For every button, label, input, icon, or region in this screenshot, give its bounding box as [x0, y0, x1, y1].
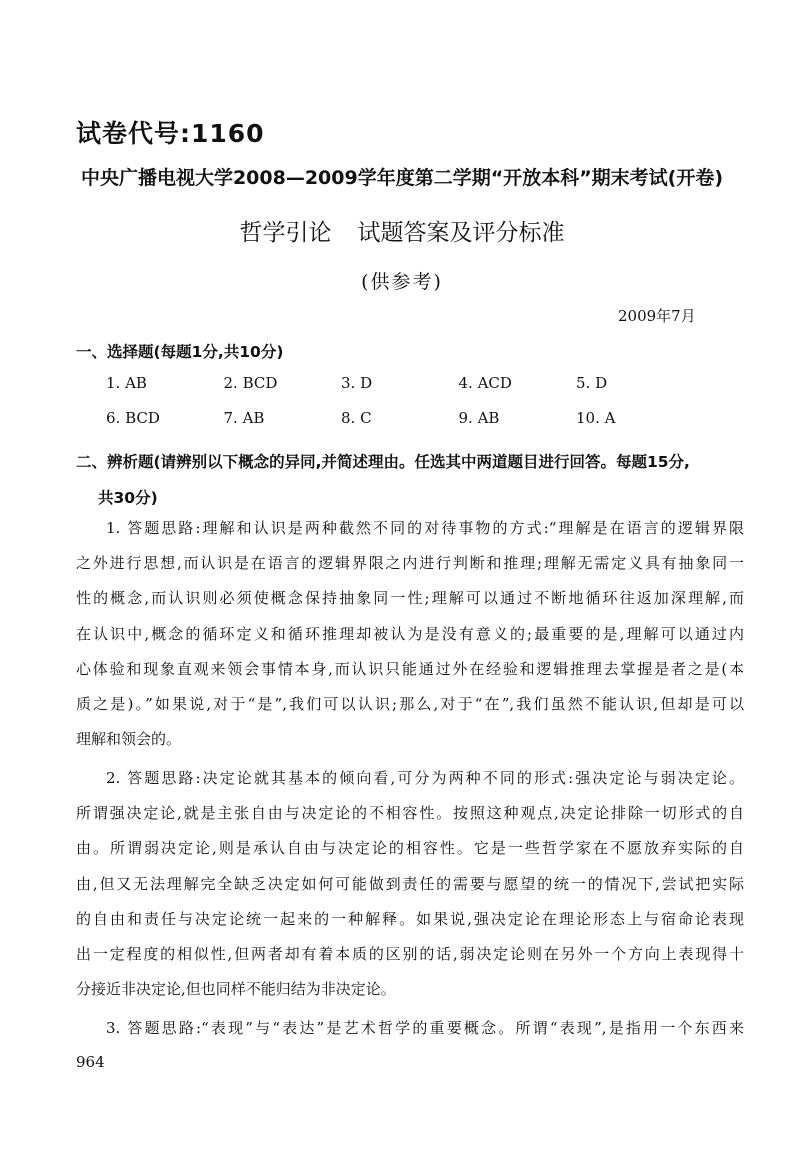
paper-code: 试卷代号:1160	[76, 119, 265, 148]
answer-row-1	[106, 374, 694, 392]
subject-name: 哲学引论	[239, 220, 332, 246]
paragraph-line: 3. 答题思路:“表现”与“表达”是艺术哲学的重要概念。所谓“表现”,是指用一个东西来	[106, 1019, 744, 1037]
answer-1: 1. AB	[106, 374, 147, 392]
answer-5: 5. D	[576, 374, 608, 392]
answer-10: 10. A	[576, 409, 616, 427]
paragraph-line: 理解和领会的。	[76, 730, 182, 749]
answer-4: 4. ACD	[458, 374, 512, 392]
reference-note: (供参考)	[361, 271, 443, 293]
paragraph-line: 分接近非决定论,但也同样不能归结为非决定论。	[76, 980, 396, 999]
answer-paragraph-2	[76, 761, 744, 1007]
paragraph-line: 质之是)。”如果说,对于“是”,我们可以认识;那么,对于“在”,我们虽然不能认识,但却是可以	[76, 694, 744, 713]
paragraph-line: 由,但又无法理解完全缺乏决定如何可能做到责任的需要与愿望的统一的情况下,尝试把实际	[76, 874, 744, 893]
section1-heading: 一、选择题(每题1分,共10分)	[76, 343, 284, 361]
exam-date: 2009年7月	[618, 307, 696, 325]
answer-8: 8. C	[341, 409, 372, 427]
answer-2: 2. BCD	[223, 374, 278, 392]
paragraph-line: 之外进行思想,而认识是在语言的逻辑界限之内进行判断和推理;理解无需定义具有抽象同一	[76, 554, 744, 573]
subject-title	[0, 214, 804, 247]
paragraph-line: 在认识中,概念的循环定义和循环推理却被认为是没有意义的;最重要的是,理解可以通过内	[76, 624, 744, 643]
section2-heading-line2: 共30分)	[98, 489, 158, 507]
answer-3: 3. D	[341, 374, 373, 392]
subject-suffix: 试题答案及评分标准	[357, 220, 565, 246]
answer-paragraph-1	[76, 511, 744, 757]
paragraph-line: 出一定程度的相似性,但两者却有着本质的区别的话,弱决定论则在另外一个方向上表现得十	[76, 944, 744, 963]
paragraph-line: 心体验和现象直观来领会事情本身,而认识只能通过外在经验和逻辑推理去掌握是者之是(本	[76, 659, 744, 678]
paragraph-line: 2. 答题思路:决定论就其基本的倾向看,可分为两种不同的形式:强决定论与弱决定论。	[106, 769, 744, 787]
paragraph-line: 性的概念,而认识则必须使概念保持抽象同一性;理解可以通过不断地循环往返加深理解,而	[76, 589, 744, 608]
page-number: 964	[76, 1053, 105, 1071]
answer-6: 6. BCD	[106, 409, 160, 427]
section2-heading-line1: 二、辨析题(请辨别以下概念的异同,并简述理由。任选其中两道题目进行回答。每题15分,	[76, 453, 690, 471]
answer-9: 9. AB	[458, 409, 500, 427]
answer-row-2	[106, 409, 694, 427]
paragraph-line: 1. 答题思路:理解和认识是两种截然不同的对待事物的方式:“理解是在语言的逻辑界限	[106, 519, 744, 537]
answer-paragraph-3	[76, 1011, 744, 1046]
paragraph-line: 的自由和责任与决定论统一起来的一种解释。如果说,强决定论在理论形态上与宿命论表现	[76, 909, 744, 928]
exam-title: 中央广播电视大学2008—2009学年度第二学期“开放本科”期末考试(开卷)	[80, 167, 724, 189]
paragraph-line: 所谓强决定论,就是主张自由与决定论的不相容性。按照这种观点,决定论排除一切形式的自	[76, 804, 744, 823]
answer-7: 7. AB	[223, 409, 265, 427]
paragraph-line: 由。所谓弱决定论,则是承认自由与决定论的相容性。它是一些哲学家在不愿放弃实际的自	[76, 839, 744, 858]
